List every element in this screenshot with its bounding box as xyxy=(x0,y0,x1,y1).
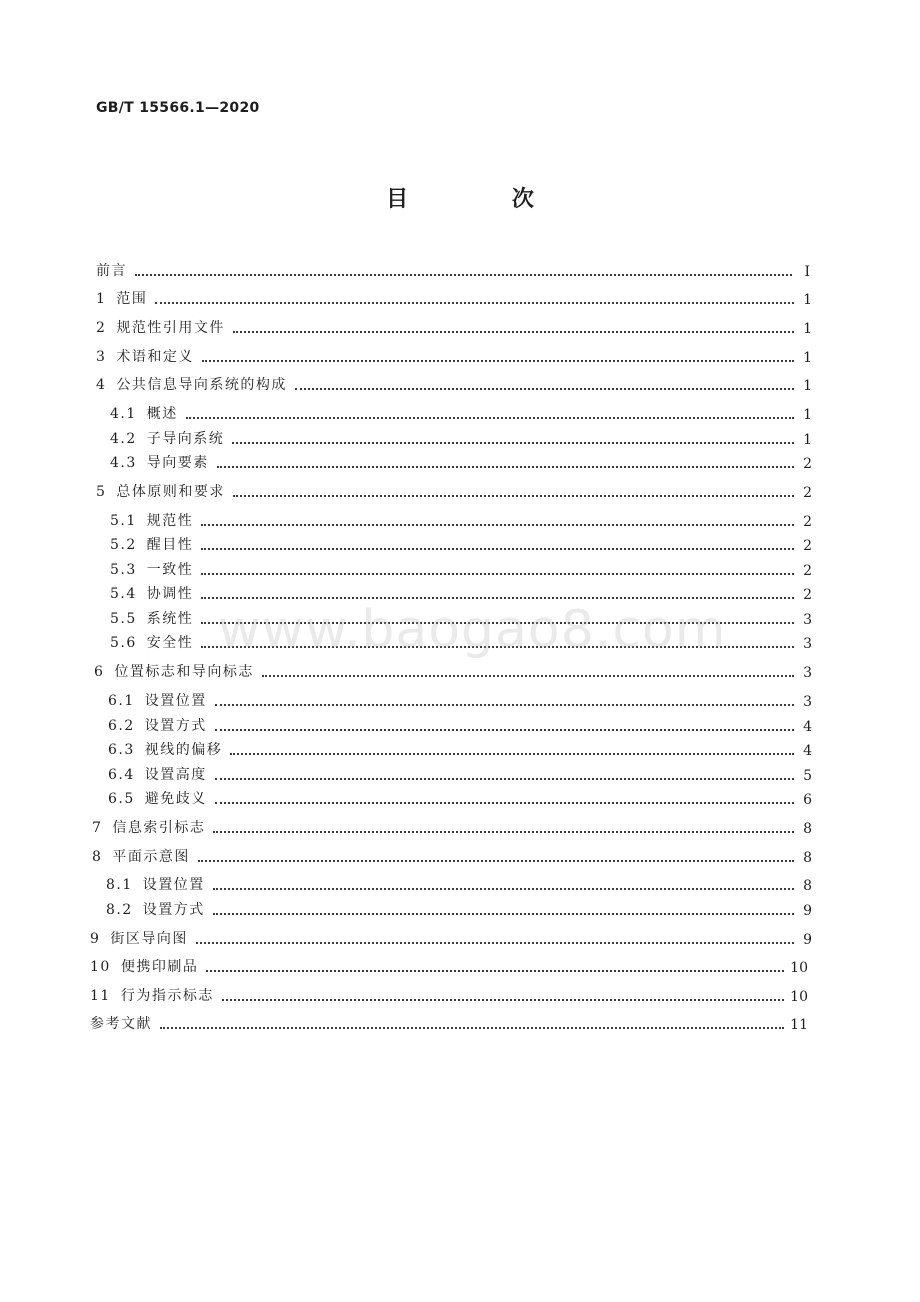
toc-entry-page: 9 xyxy=(803,903,812,919)
toc-entry[interactable] xyxy=(96,481,812,501)
toc-entry-number: 5.6 xyxy=(110,635,137,651)
toc-entry[interactable] xyxy=(108,764,812,784)
toc-entry-page: 2 xyxy=(803,563,812,579)
toc-entry-page: 2 xyxy=(803,587,812,603)
toc-leader-dots xyxy=(217,465,794,468)
toc-entry-page: 1 xyxy=(803,321,812,337)
toc-entry[interactable] xyxy=(92,846,812,866)
toc-entry-page: 11 xyxy=(790,1017,808,1033)
toc-leader-dots xyxy=(206,969,784,972)
toc-entry-number: 3 xyxy=(96,349,107,365)
toc-entry[interactable] xyxy=(110,632,812,652)
toc-leader-dots xyxy=(155,301,794,304)
toc-entry-page: 2 xyxy=(803,538,812,554)
toc-entry-title: 范围 xyxy=(116,291,148,307)
toc-entry-number: 5.2 xyxy=(110,537,137,553)
toc-leader-dots xyxy=(196,941,794,944)
toc-entry-page: 4 xyxy=(803,743,812,759)
toc-entry-number: 6.1 xyxy=(108,693,135,709)
toc-leader-dots xyxy=(213,912,794,915)
toc-entry[interactable] xyxy=(106,874,812,894)
toc-leader-dots xyxy=(215,703,794,706)
toc-entry-page: 10 xyxy=(790,960,808,976)
toc-entry-title: 位置标志和导向标志 xyxy=(114,664,254,680)
toc-entry-page: 3 xyxy=(803,636,812,652)
toc-leader-dots xyxy=(202,359,794,362)
toc-entry-number: 4 xyxy=(96,377,107,393)
toc-entry-number: 11 xyxy=(90,988,111,1004)
toc-leader-dots xyxy=(233,494,794,497)
toc-entry[interactable] xyxy=(96,288,812,308)
toc-entry[interactable] xyxy=(92,817,812,837)
toc-entry[interactable] xyxy=(110,608,812,628)
toc-entry-title: 协调性 xyxy=(146,586,194,602)
toc-entry[interactable] xyxy=(110,534,812,554)
toc-leader-dots xyxy=(201,645,794,648)
toc-entry-number: 4.1 xyxy=(110,406,137,422)
toc-entry-number: 5.5 xyxy=(110,611,137,627)
toc-entry-number: 1 xyxy=(96,291,107,307)
toc-entry-number: 6.5 xyxy=(108,791,135,807)
toc-entry-page: 8 xyxy=(803,878,812,894)
toc-entry-number: 5 xyxy=(96,484,107,500)
toc-entry-number: 8.2 xyxy=(106,902,133,918)
toc-entry-title: 系统性 xyxy=(146,611,194,627)
toc-entry-number: 5.1 xyxy=(110,513,137,529)
toc-leader-dots xyxy=(135,273,792,276)
toc-entry-title: 子导向系统 xyxy=(146,431,225,447)
toc-entry[interactable] xyxy=(108,690,812,710)
toc-entry-number: 8.1 xyxy=(106,877,133,893)
toc-entry[interactable] xyxy=(90,985,808,1005)
toc-entry[interactable] xyxy=(110,559,812,579)
toc-entry-page: 4 xyxy=(803,719,812,735)
toc-entry-number: 2 xyxy=(96,320,107,336)
toc-entry-number: 5.3 xyxy=(110,562,137,578)
toc-entry-number: 6.3 xyxy=(108,742,135,758)
toc-leader-dots xyxy=(295,387,794,390)
toc-entry-title: 规范性引用文件 xyxy=(116,320,225,336)
toc-entry-number: 4.2 xyxy=(110,431,137,447)
toc-entry-page: I xyxy=(804,264,810,280)
toc-entry-number: 4.3 xyxy=(110,455,137,471)
page-title: 目 次 xyxy=(386,187,582,212)
toc-leader-dots xyxy=(213,830,794,833)
toc-entry-title: 行为指示标志 xyxy=(120,988,214,1004)
toc-leader-dots xyxy=(222,998,784,1001)
toc-entry[interactable] xyxy=(96,346,812,366)
standard-code: GB/T 15566.1—2020 xyxy=(96,100,260,116)
toc-leader-dots xyxy=(215,728,794,731)
toc-leader-dots xyxy=(160,1026,784,1029)
toc-entry[interactable] xyxy=(94,661,812,681)
toc-entry[interactable] xyxy=(110,452,812,472)
toc-entry-number: 7 xyxy=(92,820,103,836)
toc-entry-title: 概述 xyxy=(146,406,178,422)
toc-entry-page: 1 xyxy=(803,292,812,308)
toc-entry-title: 前言 xyxy=(96,263,127,279)
toc-entry[interactable] xyxy=(110,403,812,423)
toc-leader-dots xyxy=(201,572,794,575)
toc-entry[interactable] xyxy=(96,374,812,394)
watermark: www.baogao8.com xyxy=(218,600,727,660)
toc-entry-page: 8 xyxy=(803,821,812,837)
toc-entry-page: 6 xyxy=(803,792,812,808)
toc-entry[interactable] xyxy=(110,583,812,603)
toc-entry-title: 总体原则和要求 xyxy=(116,484,225,500)
toc-entry[interactable] xyxy=(108,715,812,735)
toc-entry-title: 信息索引标志 xyxy=(112,820,206,836)
toc-entry-page: 2 xyxy=(803,456,812,472)
toc-leader-dots xyxy=(215,777,794,780)
toc-entry-title: 术语和定义 xyxy=(116,349,194,365)
toc-entry-page: 2 xyxy=(803,485,812,501)
toc-leader-dots xyxy=(233,330,794,333)
toc-leader-dots xyxy=(213,887,794,890)
toc-leader-dots xyxy=(232,441,794,444)
toc-entry-title: 视线的偏移 xyxy=(144,742,223,758)
toc-leader-dots xyxy=(201,621,794,624)
toc-entry[interactable] xyxy=(108,739,812,759)
toc-entry-title: 设置方式 xyxy=(144,718,207,734)
toc-entry-title: 设置位置 xyxy=(142,877,205,893)
toc-entry-page: 3 xyxy=(803,665,812,681)
toc-entry[interactable] xyxy=(110,428,812,448)
toc-leader-dots xyxy=(201,596,794,599)
toc-leader-dots xyxy=(215,801,794,804)
toc-entry-title: 醒目性 xyxy=(146,537,194,553)
toc-leader-dots xyxy=(186,416,794,419)
toc-entry-page: 1 xyxy=(803,432,812,448)
toc-entry-number: 5.4 xyxy=(110,586,137,602)
toc-entry-page: 10 xyxy=(790,989,808,1005)
toc-entry-page: 3 xyxy=(803,612,812,628)
toc-entry-number: 6 xyxy=(94,664,105,680)
toc-entry-title: 安全性 xyxy=(146,635,194,651)
toc-entry-title: 规范性 xyxy=(146,513,194,529)
toc-entry-title: 设置位置 xyxy=(144,693,207,709)
toc-leader-dots xyxy=(198,859,794,862)
toc-entry[interactable] xyxy=(90,1013,808,1033)
toc-entry-title: 街区导向图 xyxy=(110,931,188,947)
toc-entry-title: 导向要素 xyxy=(146,455,209,471)
toc-entry-number: 8 xyxy=(92,849,103,865)
toc-entry-page: 3 xyxy=(803,694,812,710)
toc-entry-page: 1 xyxy=(803,350,812,366)
toc-leader-dots xyxy=(262,674,794,677)
toc-leader-dots xyxy=(201,523,794,526)
toc-entry[interactable] xyxy=(96,317,812,337)
toc-entry[interactable] xyxy=(96,260,810,280)
toc-entry-title: 避免歧义 xyxy=(144,791,207,807)
toc-entry-page: 1 xyxy=(803,407,812,423)
toc-entry-page: 5 xyxy=(803,768,812,784)
toc-entry[interactable] xyxy=(110,510,812,530)
toc-leader-dots xyxy=(230,752,794,755)
toc-entry-number: 9 xyxy=(90,931,101,947)
toc-entry[interactable] xyxy=(106,899,812,919)
toc-entry-number: 6.2 xyxy=(108,718,135,734)
toc-entry-page: 8 xyxy=(803,850,812,866)
toc-entry-title: 一致性 xyxy=(146,562,194,578)
toc-entry-title: 设置方式 xyxy=(142,902,205,918)
toc-entry-title: 平面示意图 xyxy=(112,849,190,865)
toc-entry[interactable] xyxy=(90,956,808,976)
toc-entry[interactable] xyxy=(108,788,812,808)
toc-entry-number: 6.4 xyxy=(108,767,135,783)
toc-entry-page: 2 xyxy=(803,514,812,530)
toc-entry-title: 公共信息导向系统的构成 xyxy=(116,377,287,393)
toc-entry[interactable] xyxy=(90,928,812,948)
toc-entry-title: 便携印刷品 xyxy=(120,959,199,975)
toc-entry-page: 1 xyxy=(803,378,812,394)
toc-entry-title: 设置高度 xyxy=(144,767,207,783)
toc-entry-title: 参考文献 xyxy=(90,1016,152,1032)
toc-entry-page: 9 xyxy=(803,932,812,948)
toc-leader-dots xyxy=(201,547,794,550)
toc-entry-number: 10 xyxy=(90,959,111,975)
